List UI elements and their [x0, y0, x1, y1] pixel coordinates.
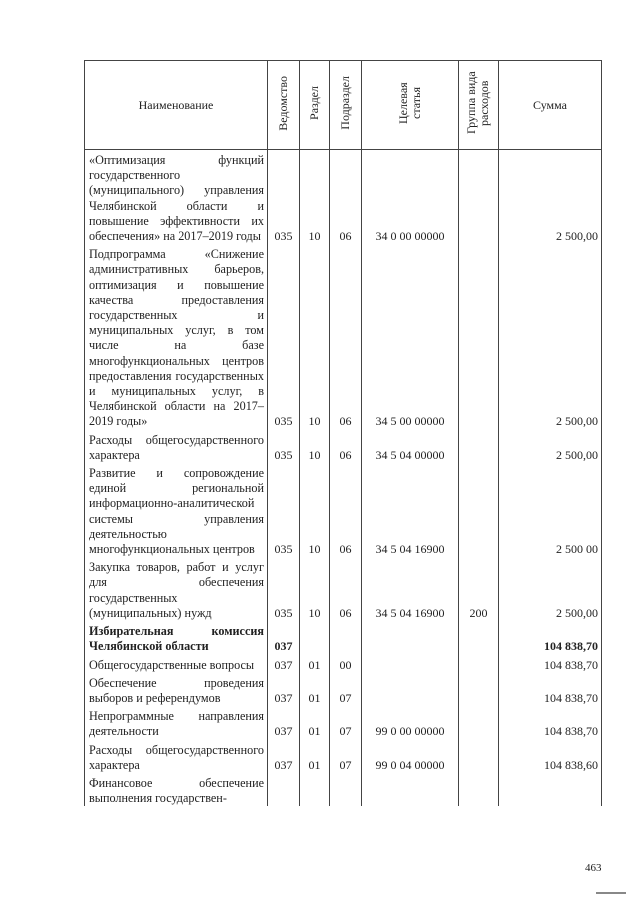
razdel-cell: 10 [300, 463, 330, 557]
podrazdel-cell: 07 [330, 673, 362, 706]
tselevaya-cell: 34 5 04 16900 [362, 557, 459, 621]
gruppa-cell [459, 740, 499, 773]
podrazdel-cell: 06 [330, 557, 362, 621]
tselevaya-cell: 34 5 04 16900 [362, 463, 459, 557]
tselevaya-cell [362, 655, 459, 673]
tselevaya-cell: 99 0 04 00000 [362, 740, 459, 773]
vedomstvo-cell [268, 773, 300, 806]
table-row [85, 773, 602, 806]
name-cell: Непрограммные направления деятельности [85, 706, 268, 739]
razdel-cell: 01 [300, 655, 330, 673]
header-razdel: Раздел [300, 61, 330, 150]
table-row [85, 150, 602, 245]
summa-cell: 2 500,00 [499, 244, 602, 429]
vedomstvo-cell: 035 [268, 463, 300, 557]
razdel-cell: 10 [300, 430, 330, 463]
tselevaya-cell [362, 773, 459, 806]
tselevaya-cell [362, 621, 459, 654]
gruppa-cell [459, 655, 499, 673]
gruppa-cell [459, 150, 499, 245]
podrazdel-cell: 07 [330, 706, 362, 739]
gruppa-cell [459, 706, 499, 739]
table-row [85, 706, 602, 739]
vedomstvo-cell: 035 [268, 150, 300, 245]
vedomstvo-cell: 037 [268, 673, 300, 706]
razdel-cell: 01 [300, 706, 330, 739]
gruppa-cell [459, 673, 499, 706]
page-number: 463 [585, 862, 602, 874]
name-cell: Обеспечение проведения выборов и референдумов [85, 673, 268, 706]
summa-cell: 2 500,00 [499, 430, 602, 463]
name-cell: Закупка товаров, работ и услуг для обеспечения государственных (муниципальных) нужд [85, 557, 268, 621]
summa-cell: 2 500 00 [499, 463, 602, 557]
razdel-cell [300, 621, 330, 654]
tselevaya-cell [362, 673, 459, 706]
podrazdel-cell: 06 [330, 244, 362, 429]
vedomstvo-cell: 035 [268, 244, 300, 429]
tselevaya-cell: 34 5 00 00000 [362, 244, 459, 429]
summa-cell: 104 838,70 [499, 706, 602, 739]
gruppa-cell [459, 773, 499, 806]
gruppa-cell [459, 244, 499, 429]
vedomstvo-cell: 035 [268, 430, 300, 463]
tselevaya-cell: 99 0 00 00000 [362, 706, 459, 739]
summa-cell: 2 500,00 [499, 150, 602, 245]
vedomstvo-cell: 037 [268, 740, 300, 773]
podrazdel-cell [330, 621, 362, 654]
tselevaya-cell: 34 0 00 00000 [362, 150, 459, 245]
name-cell: Развитие и сопровождение единой региональной информационно-аналитической системы управления деятельностью многофункциональных центров [85, 463, 268, 557]
podrazdel-cell: 07 [330, 740, 362, 773]
header-vedomstvo: Ведомство [268, 61, 300, 150]
name-cell: Финансовое обеспечение выполнения государствен- [85, 773, 268, 806]
summa-cell [499, 773, 602, 806]
table-row [85, 463, 602, 557]
summa-cell: 104 838,60 [499, 740, 602, 773]
summa-cell: 104 838,70 [499, 673, 602, 706]
header-name: Наименование [85, 61, 268, 150]
table-header-row [85, 61, 602, 150]
vedomstvo-cell: 037 [268, 655, 300, 673]
razdel-cell: 10 [300, 150, 330, 245]
gruppa-cell [459, 463, 499, 557]
tselevaya-cell: 34 5 04 00000 [362, 430, 459, 463]
summa-cell: 104 838,70 [499, 621, 602, 654]
name-cell: Расходы общегосударственного характера [85, 430, 268, 463]
podrazdel-cell: 06 [330, 150, 362, 245]
gruppa-cell [459, 621, 499, 654]
vedomstvo-cell: 037 [268, 706, 300, 739]
table-body [85, 150, 602, 807]
podrazdel-cell: 06 [330, 430, 362, 463]
budget-table [84, 60, 602, 806]
podrazdel-cell: 06 [330, 463, 362, 557]
gruppa-cell [459, 430, 499, 463]
table-row [85, 740, 602, 773]
table-row [85, 621, 602, 654]
razdel-cell: 10 [300, 557, 330, 621]
name-cell: Избирательная комиссия Челябинской области [85, 621, 268, 654]
scan-mark [596, 892, 626, 894]
vedomstvo-cell: 035 [268, 557, 300, 621]
razdel-cell [300, 773, 330, 806]
name-cell: Общегосударственные вопросы [85, 655, 268, 673]
header-podrazdel: Подраздел [330, 61, 362, 150]
summa-cell: 2 500,00 [499, 557, 602, 621]
table-row [85, 244, 602, 429]
podrazdel-cell: 00 [330, 655, 362, 673]
podrazdel-cell [330, 773, 362, 806]
header-tselevaya: Целевая статья [362, 61, 459, 150]
table-row [85, 430, 602, 463]
name-cell: Подпрограмма «Снижение административных барьеров, оптимизация и повышение качества предоставления государственных и муниципальных услуг, в том числе на базе многофункциональных центров предоставления государственных и муниципальных услуг, в Челябинской области на 2017–2019 годы» [85, 244, 268, 429]
gruppa-cell: 200 [459, 557, 499, 621]
header-gruppa: Группа вида расходов [459, 61, 499, 150]
table-row [85, 655, 602, 673]
table-row [85, 557, 602, 621]
table-row [85, 673, 602, 706]
razdel-cell: 10 [300, 244, 330, 429]
name-cell: «Оптимизация функций государственного (муниципального) управления Челябинской области и повышение эффективности их обеспечения» на 2017–2019 годы [85, 150, 268, 245]
name-cell: Расходы общегосударственного характера [85, 740, 268, 773]
summa-cell: 104 838,70 [499, 655, 602, 673]
header-summa: Сумма [499, 61, 602, 150]
razdel-cell: 01 [300, 740, 330, 773]
vedomstvo-cell: 037 [268, 621, 300, 654]
razdel-cell: 01 [300, 673, 330, 706]
